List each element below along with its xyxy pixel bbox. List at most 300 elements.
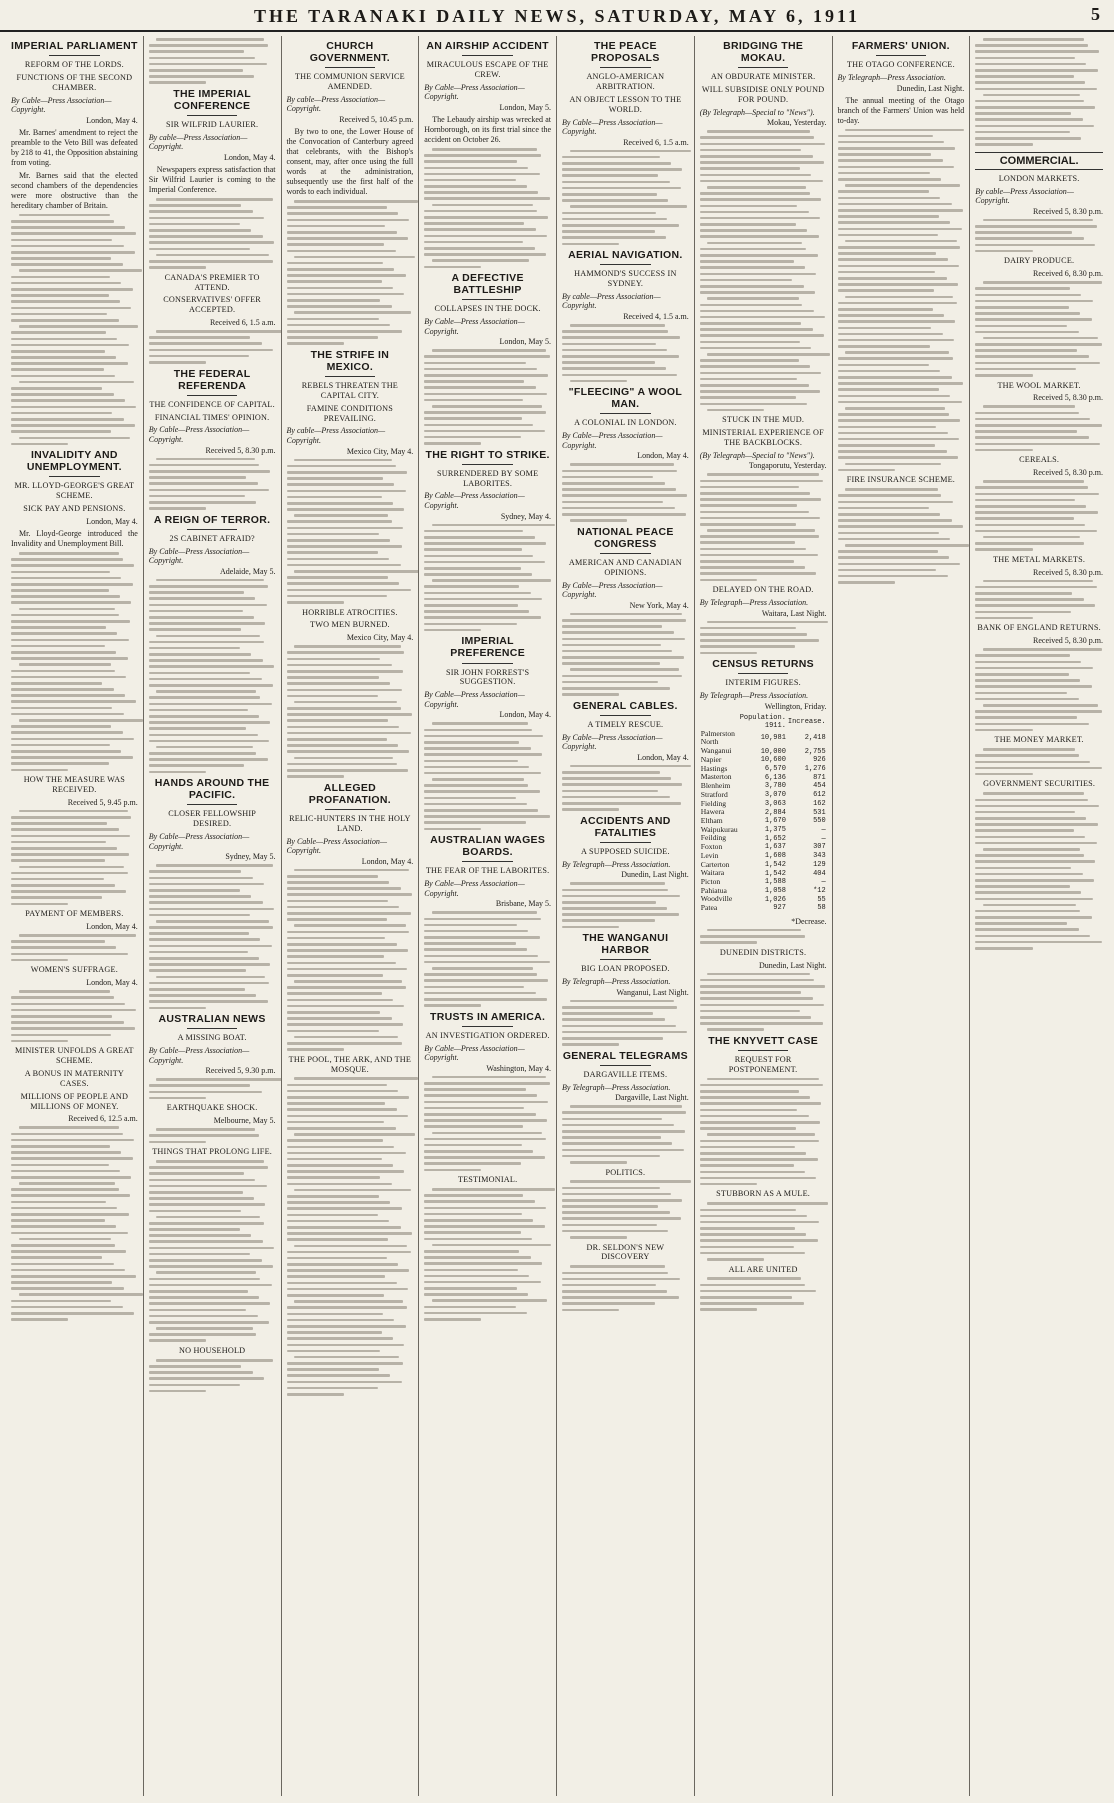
text-line [700, 192, 810, 195]
text-line [838, 302, 957, 305]
body-text-block [700, 929, 827, 944]
text-line [424, 1169, 481, 1172]
census-header-cell: Population. 1911. [739, 713, 786, 730]
article-subheading: DR. SELDON'S NEW DISCOVERY [586, 1242, 665, 1262]
article-subheading: FINANCIAL TIMES' OPINION. [154, 412, 270, 422]
body-text-block [287, 1077, 414, 1395]
census-note: *Decrease. [791, 916, 827, 926]
text-line [975, 860, 1095, 863]
text-line [149, 938, 261, 941]
text-line [975, 611, 1071, 614]
text-line [700, 1215, 808, 1218]
body-text-block [975, 792, 1103, 949]
text-line [287, 1090, 399, 1093]
text-line [700, 1146, 795, 1149]
text-line [149, 1210, 242, 1213]
census-cell: Carterton [700, 859, 730, 869]
text-line [156, 864, 273, 867]
text-line [287, 483, 395, 486]
article-headline: THE RIGHT TO STRIKE. [425, 448, 550, 461]
text-line [975, 287, 1070, 290]
text-line [156, 976, 265, 979]
text-line [562, 1302, 655, 1305]
article [975, 152, 1103, 253]
census-cell: 404 [813, 869, 826, 878]
text-line [570, 205, 688, 208]
text-line [700, 223, 796, 226]
text-line [19, 663, 112, 666]
text-line [149, 260, 273, 263]
text-line [707, 929, 801, 932]
text-line [287, 601, 344, 604]
article-dateline: By Telegraph—Press Association. [562, 977, 671, 987]
text-line [562, 199, 668, 202]
text-line [287, 900, 388, 903]
body-text-block [975, 38, 1103, 146]
article-headline: CHURCH GOVERNMENT. [309, 40, 391, 65]
text-line [149, 696, 261, 699]
text-line [845, 407, 945, 410]
article-subheading: REBELS THREATEN THE CAPITAL CITY. [301, 381, 399, 400]
text-line [11, 651, 116, 654]
text-line [570, 150, 692, 153]
article-subheading: THE CONFIDENCE OF CAPITAL. [149, 399, 275, 409]
text-line [11, 331, 106, 334]
text-line [562, 1187, 660, 1190]
text-line [287, 1251, 411, 1254]
text-line [700, 1121, 820, 1124]
text-line [838, 456, 958, 459]
text-line [838, 575, 948, 578]
text-line [149, 464, 259, 467]
text-line [287, 539, 391, 542]
text-line [700, 260, 794, 263]
text-line [845, 544, 969, 547]
census-cell: 2,418 [804, 734, 826, 743]
text-line [562, 619, 686, 622]
article-subheading: TWO MEN BURNED. [310, 620, 390, 630]
article-place-date: Adelaide, May 5. [219, 566, 276, 576]
text-line [975, 916, 1091, 919]
text-line [975, 754, 1078, 757]
text-line [975, 604, 1095, 607]
text-line [287, 1337, 393, 1340]
article [838, 475, 965, 583]
text-line [432, 1132, 542, 1135]
text-line [838, 339, 955, 342]
text-line [424, 961, 549, 964]
article-subheading: RELIC-HUNTERS IN THE HOLY LAND. [289, 813, 411, 833]
text-line [562, 681, 658, 684]
text-line [156, 920, 269, 923]
text-line [838, 370, 941, 373]
article-subheading: MINISTERIAL EXPERIENCE OF THE BACKBLOCKS. [702, 428, 824, 447]
text-line [424, 592, 530, 595]
body-text-block [287, 200, 414, 345]
text-line [149, 1247, 274, 1250]
body-text-block [11, 1126, 138, 1320]
text-line [562, 675, 682, 678]
body-text-block [562, 882, 689, 928]
text-line [700, 548, 806, 551]
text-line [287, 738, 387, 741]
text-line [11, 1256, 102, 1259]
text-line [707, 529, 815, 532]
text-line [149, 969, 247, 972]
article [562, 249, 689, 382]
text-line [700, 1227, 795, 1230]
text-line [287, 595, 387, 598]
text-line [11, 670, 115, 673]
text-line [570, 1105, 683, 1108]
text-line [700, 935, 805, 938]
article [975, 455, 1103, 551]
body-text-block [149, 864, 276, 1009]
text-line [562, 330, 668, 333]
body-text-block [11, 810, 138, 905]
article-paragraph: Mr. Barnes' amendment to reject the preamble to the Veto Bill was defeated by 218 to 41, the Opposition abstaining from voting. [11, 127, 138, 167]
text-line [700, 254, 818, 257]
body-text-block [287, 869, 414, 1051]
census-cell: 6,136 [764, 773, 786, 782]
article [700, 658, 827, 944]
text-line [149, 241, 274, 244]
text-line [287, 1220, 390, 1223]
text-line [287, 962, 396, 965]
text-line [287, 250, 396, 253]
text-line [838, 197, 941, 200]
text-line [975, 244, 1095, 247]
text-line [562, 1025, 676, 1028]
text-line [287, 237, 409, 240]
text-line [287, 1226, 401, 1229]
text-line [19, 719, 143, 722]
text-line [700, 279, 793, 282]
text-line [149, 715, 259, 718]
census-cell: 1,652 [764, 834, 786, 843]
article [975, 735, 1103, 775]
census-cell: 58 [817, 904, 826, 913]
text-line [11, 626, 106, 629]
text-line [424, 530, 523, 533]
text-line [838, 426, 937, 429]
text-line [19, 214, 110, 217]
census-cell: 129 [813, 860, 826, 869]
text-line [149, 870, 242, 873]
text-line [975, 63, 1086, 66]
text-line [11, 738, 134, 741]
text-line [975, 237, 1084, 240]
headline-rule [49, 476, 100, 477]
text-line [838, 252, 937, 255]
text-line [700, 517, 820, 520]
text-line [149, 1203, 266, 1206]
census-cell: 531 [813, 808, 826, 817]
text-line [707, 473, 819, 476]
text-line [11, 1312, 134, 1315]
text-line [838, 382, 963, 385]
text-line [424, 1312, 527, 1315]
article [11, 909, 138, 961]
census-cell: 926 [813, 756, 826, 765]
article-dateline: By Cable—Press Association—Copyright. [562, 580, 663, 600]
text-line [432, 967, 533, 970]
text-line [11, 350, 105, 353]
text-line [838, 234, 938, 237]
article [149, 273, 276, 364]
text-line [700, 1004, 824, 1007]
text-line [156, 1271, 256, 1274]
article-subheading: THE FEAR OF THE LABORITES. [425, 866, 550, 876]
body-text-block [424, 1188, 551, 1321]
text-line [11, 1219, 105, 1222]
text-line [975, 250, 1032, 253]
census-cell: 10,600 [760, 756, 786, 765]
text-line [149, 1371, 253, 1374]
text-line [562, 374, 677, 377]
census-cell: Eltham [700, 815, 723, 825]
census-cell: Palmerston North [700, 728, 735, 747]
article-paragraph: Newspapers express satisfaction that Sir Wilfrid Laurier is coming to the Imperial Conference. [148, 165, 276, 195]
text-line [287, 943, 397, 946]
text-line [700, 316, 825, 319]
text-line [149, 752, 257, 755]
text-line [975, 773, 1032, 776]
text-line [562, 470, 677, 473]
census-row [700, 904, 827, 913]
census-cell: 3,780 [764, 782, 786, 791]
article-place-date: Received 6, 1.5 a.m. [623, 137, 689, 147]
text-line [287, 520, 392, 523]
text-line [156, 1327, 252, 1330]
text-line [700, 359, 799, 362]
text-line [287, 551, 378, 554]
text-line [700, 347, 812, 350]
article-subheading: ANGLO-AMERICAN ARBITRATION. [586, 72, 665, 91]
text-line [287, 658, 381, 661]
text-line [975, 50, 1099, 53]
text-line [149, 1333, 257, 1336]
text-line [975, 137, 1081, 140]
article-dateline: By Cable—Press Association—Copyright. [148, 546, 250, 566]
text-line [149, 1253, 250, 1256]
article-subheading: FUNCTIONS OF THE SECOND CHAMBER. [16, 72, 133, 92]
text-line [700, 1109, 798, 1112]
census-cell: Waitara [700, 868, 725, 878]
text-line [838, 215, 939, 218]
text-line [424, 973, 537, 976]
article-subheading: CLOSER FELLOWSHIP DESIRED. [168, 809, 257, 829]
article [975, 38, 1103, 146]
text-line [287, 719, 388, 722]
text-line [424, 1107, 524, 1110]
text-line [11, 239, 112, 242]
column-3 [282, 36, 420, 1796]
article-headline: THE FEDERAL REFERENDA [173, 367, 251, 392]
article-subheading: PAYMENT OF MEMBERS. [25, 909, 124, 919]
text-line [562, 513, 686, 516]
text-line [562, 1031, 687, 1034]
text-line [149, 1084, 250, 1087]
text-line [562, 336, 680, 339]
article-place-date: London, May 4. [86, 978, 138, 988]
text-line [570, 380, 627, 383]
text-line [424, 1293, 528, 1296]
text-line [424, 1318, 481, 1321]
text-line [424, 241, 523, 244]
text-line [287, 527, 404, 530]
text-line [287, 887, 401, 890]
headline-rule [600, 1065, 651, 1066]
text-line [838, 141, 944, 144]
text-line [562, 361, 655, 364]
text-line [975, 586, 1096, 589]
text-line [294, 311, 411, 314]
text-line [838, 469, 895, 472]
text-line [562, 162, 671, 165]
text-line [149, 758, 268, 761]
text-line [149, 926, 273, 929]
headline-rule [187, 395, 238, 396]
census-cell: 10,000 [760, 747, 786, 756]
body-text-block [562, 1000, 689, 1046]
article-headline: A REIGN OF TERROR. [153, 513, 271, 526]
text-line [149, 1284, 272, 1287]
text-line [975, 710, 1101, 713]
article-dateline: By Cable—Press Association—Copyright. [562, 117, 663, 137]
text-line [700, 341, 800, 344]
text-line [975, 716, 1077, 719]
body-text-block [424, 911, 551, 1006]
body-text-block [149, 579, 276, 773]
census-cell: Waipukurau [700, 824, 738, 834]
census-cell: Masterton [700, 772, 732, 782]
text-line [149, 342, 262, 345]
census-row [700, 895, 827, 904]
body-text-block [700, 130, 827, 411]
text-line [287, 212, 399, 215]
text-line [562, 1142, 672, 1145]
text-line [287, 713, 412, 716]
text-line [983, 219, 1093, 222]
census-header-cell [700, 714, 739, 730]
article-subheading: BANK OF ENGLAND RETURNS. [977, 623, 1101, 633]
article-paragraph: By two to one, the Lower House of the Convocation of Canterbury agreed that celebrants, with the Bishop's consent, may, after once using the full words at the administration, subsequently use the first half of the words to each individual. [286, 127, 414, 196]
text-line [838, 395, 951, 398]
text-line [975, 885, 1070, 888]
text-line [287, 1201, 391, 1204]
text-line [562, 230, 655, 233]
text-line [707, 621, 827, 624]
text-line [838, 563, 961, 566]
article-dateline: By Cable—Press Association—Copyright. [562, 431, 663, 450]
text-line [700, 1233, 806, 1236]
article-headline: FARMERS' UNION. [851, 40, 950, 52]
text-line [983, 792, 1084, 795]
text-line [287, 330, 402, 333]
text-line [707, 242, 802, 245]
article [424, 40, 551, 268]
article [700, 415, 827, 581]
text-line [700, 198, 822, 201]
census-cell: Blenheim [700, 781, 731, 791]
text-line [983, 904, 1076, 907]
body-text-block [562, 1265, 689, 1311]
text-line [287, 1146, 395, 1149]
text-line [11, 232, 136, 235]
text-line [287, 1393, 344, 1396]
article-subheading: MILLIONS OF PEOPLE AND MILLIONS OF MONEY. [20, 1091, 129, 1111]
article [149, 1147, 276, 1342]
text-line [424, 417, 522, 420]
article [424, 272, 551, 445]
text-line [424, 173, 539, 176]
text-line [294, 980, 402, 983]
text-line [983, 580, 1093, 583]
text-line [287, 1313, 383, 1316]
text-line [700, 235, 819, 238]
article-subheading: THE OTAGO CONFERENCE. [846, 60, 955, 70]
text-line [432, 1076, 546, 1079]
text-line [432, 1188, 555, 1191]
text-line [287, 1102, 386, 1105]
text-line [11, 657, 128, 660]
text-line [838, 147, 956, 150]
text-line [287, 918, 387, 921]
text-line [287, 280, 382, 283]
headline-rule [738, 67, 789, 68]
text-line [424, 1225, 544, 1228]
text-line [149, 1384, 240, 1387]
text-line [11, 682, 102, 685]
text-line [562, 476, 653, 479]
article [562, 815, 689, 928]
text-line [432, 349, 546, 352]
text-line [424, 1200, 534, 1203]
article-place-date: Received 5, 9.30 p.m. [205, 1066, 276, 1076]
census-cell: Napier [700, 754, 722, 764]
text-line [11, 558, 123, 561]
text-line [562, 1217, 681, 1220]
text-line [156, 458, 255, 461]
census-cell: 927 [773, 904, 786, 913]
census-cell: 1,026 [764, 895, 786, 904]
text-line [975, 817, 1086, 820]
text-line [975, 430, 1077, 433]
text-line [700, 322, 801, 325]
article [149, 88, 276, 269]
article-subheading: THE POOL, THE ARK, AND THE MOSQUE. [288, 1054, 412, 1074]
text-line [700, 1158, 818, 1161]
text-line [149, 75, 254, 78]
text-line [11, 220, 114, 223]
text-line [287, 1282, 397, 1285]
article [700, 585, 827, 654]
article [287, 349, 414, 604]
text-line [424, 1194, 523, 1197]
text-line [700, 285, 804, 288]
text-line [562, 1043, 619, 1046]
article-place-date: London, May 4. [86, 115, 138, 125]
article-place-date: Received 5, 8.30 p.m. [1033, 636, 1103, 646]
text-line [11, 1207, 117, 1210]
text-line [424, 1138, 546, 1141]
text-line [287, 763, 397, 766]
column-4 [419, 36, 557, 1796]
text-line [700, 535, 819, 538]
census-table [700, 714, 827, 913]
article-subheading: EARTHQUAKE SHOCK. [166, 1103, 258, 1113]
